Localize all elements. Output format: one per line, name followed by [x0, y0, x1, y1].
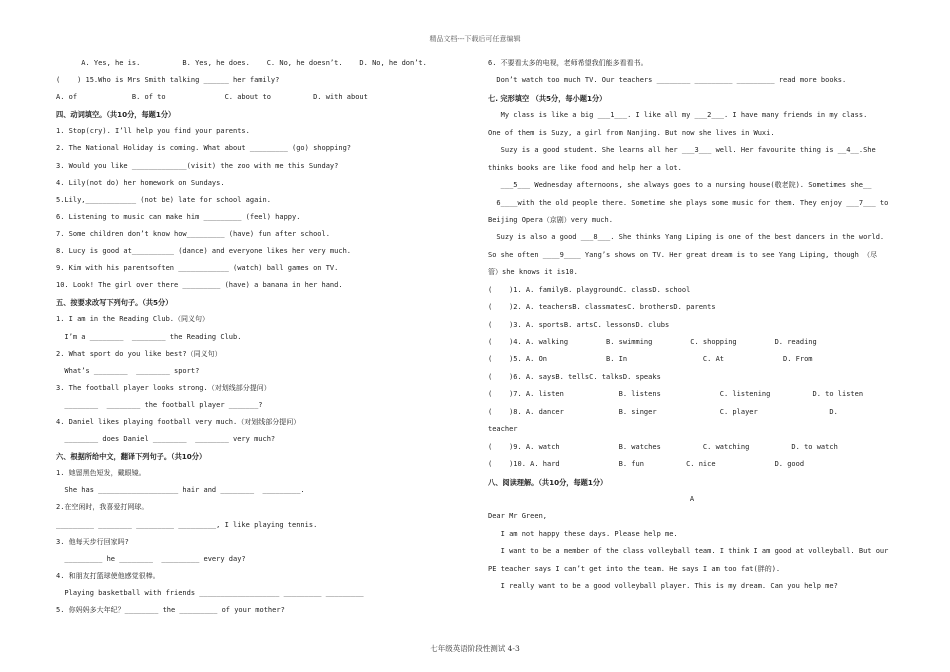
text-line: ( )1. A. familyB. playgroundC. classD. school — [488, 285, 691, 294]
text-line: 2. The National Holiday is coming. What about _________ (go) shopping? — [56, 144, 352, 153]
text-line: teacher — [488, 425, 518, 434]
text-line: 4. Lily(not do) her homework on Sundays. — [56, 178, 225, 187]
text-line: I want to be a member of the class volleyball team. I think I am good at volleyball. But our — [488, 547, 889, 556]
text-line: A. of B. of to C. about to D. with about — [56, 93, 368, 102]
text-line: 10. Look! The girl over there _________ (have) a banana in her hand. — [56, 281, 343, 290]
text-line: 1. I am in the Reading Club.（同义句） — [56, 315, 210, 324]
text-line: ( )2. A. teachersB. classmatesC. brothersD. parents — [488, 303, 716, 312]
text-line: PE teacher says I can’t get into the team. He says I am too fat(胖的). — [488, 564, 781, 573]
text-line: Dear Mr Green, — [488, 512, 548, 521]
page-header: 精品文档---下载后可任意编辑 — [429, 35, 521, 43]
text-line: Don’t watch too much TV. Our teachers ________ _________ _________ read more books. — [488, 76, 847, 85]
text-line: Playing basketball with friends ___________________ _________ _________ — [56, 588, 364, 597]
text-line: 五、按要求改写下列句子。（共5分） — [56, 298, 173, 308]
text-line: 3. Would you like _____________(visit) the zoo with me this Sunday? — [56, 161, 339, 170]
text-line: 八、阅读理解。（共10分，每题1分） — [488, 477, 608, 487]
text-line: 6____with the old people there. Sometime she plays some music for them. They enjoy ___7___ to — [488, 198, 889, 207]
text-line: I am not happy these days. Please help me. — [488, 529, 678, 538]
text-line: ( )7. A. listen B. listens C. listening D. to listen — [488, 390, 864, 399]
text-line: 七. 完形填空 （共5分，每小题1分） — [488, 93, 607, 103]
text-line: 9. Kim with his parentsoften ____________ (watch) ball games on TV. — [56, 264, 339, 273]
text-line: _________ ________ _________ _________, I like playing tennis. — [56, 520, 318, 529]
text-line: 六、根据所给中文，翻译下列句子。（共10分） — [56, 452, 207, 462]
text-line: Suzy is a good student. She learns all her ___3___ well. Her favourite thing is __4__.She — [488, 146, 876, 155]
text-line: So she often ____9____ Yang’s shows on TV. Her great dream is to see Yang Liping, though （尽 — [488, 250, 878, 259]
text-line: 2.在空闲时，我喜爱打网球。 — [56, 503, 149, 512]
text-line: 5.Lily,____________ (not be) late for school again. — [56, 195, 271, 204]
text-line: _________ he ________ _________ every day? — [56, 554, 246, 563]
text-line: ( ) 15.Who is Mrs Smith talking ______ her family? — [56, 76, 280, 85]
text-line: I really want to be a good volleyball player. This is my dream. Can you help me? — [488, 582, 838, 591]
text-line: ___5___ Wednesday afternoons, she always goes to a nursing house(敬老院). Sometimes she__ — [488, 181, 872, 190]
text-line: 8. Lucy is good at__________ (dance) and everyone likes her very much. — [56, 247, 352, 256]
text-line: ( )8. A. dancer B. singer C. player D. — [488, 407, 838, 416]
text-line: 6. Listening to music can make him _________ (feel) happy. — [56, 212, 301, 221]
text-line: 4. 和朋友打篮球使他感觉很棒。 — [56, 571, 160, 580]
text-line: Suzy is also a good ___8___. She thinks Yang Liping is one of the best dancers in the world. — [488, 233, 885, 242]
right-column — [488, 58, 896, 599]
text-line: 4. Daniel likes playing football very much.（对划线部分提问） — [56, 417, 301, 426]
text-line: I’m a ________ ________ the Reading Club. — [56, 332, 242, 341]
text-line: ________ ________ the football player _______? — [56, 400, 263, 409]
text-line: 3. The football player looks strong.（对划线部分提问） — [56, 383, 271, 392]
text-line: 四、动词填空。（共10分，每题1分） — [56, 110, 176, 120]
text-line: 管）she knows it is10. — [488, 268, 578, 277]
text-line: She has ___________________ hair and ________ _________. — [56, 486, 305, 495]
text-line: ( )10. A. hard B. fun C. nice D. good — [488, 460, 805, 469]
text-line: ( )6. A. saysB. tellsC. talksD. speaks — [488, 372, 661, 381]
text-line: ( )3. A. sportsB. artsC. lessonsD. clubs — [488, 320, 670, 329]
text-line: 1. Stop(cry). I’ll help you find your parents. — [56, 127, 250, 136]
text-line: ( )9. A. watch B. watches C. watching D. to watch — [488, 442, 838, 451]
text-line: ( )5. A. On B. In C. At D. From — [488, 355, 813, 364]
text-line: 7. Some children don’t know how_________ (have) fun after school. — [56, 229, 330, 238]
text-line: My class is like a big ___1___. I like all my ___2___. I have many friends in my class. — [488, 111, 868, 120]
left-column — [56, 58, 466, 622]
text-line: thinks books are like food and help her a lot. — [488, 163, 682, 172]
page-footer: 七年级英语阶段性测试 4-3 — [430, 644, 520, 653]
text-line: 5. 你妈妈多大年纪？________ the _________ of your mother? — [56, 606, 285, 614]
text-line: ( )4. A. walking B. swimming C. shopping D. reading — [488, 338, 817, 346]
text-line: A — [689, 494, 695, 503]
text-line: Beijing Opera（京剧）very much. — [488, 215, 613, 224]
text-line: 2. What sport do you like best?（同义句） — [56, 349, 222, 358]
text-line: One of them is Suzy, a girl from Nanjing. But now she lives in Wuxi. — [488, 128, 775, 137]
text-line: What’s ________ ________ sport? — [56, 366, 200, 375]
text-line: ________ does Daniel ________ ________ very much? — [56, 435, 276, 444]
text-line: A. Yes, he is. B. Yes, he does. C. No, he doesn’t. D. No, he don’t. — [56, 59, 427, 67]
text-line: 3. 他每天步行回家吗? — [56, 537, 129, 546]
text-line: 1. 她留黑色短发，戴眼镜。 — [56, 469, 146, 478]
text-line: 6. 不要看太多的电视，老师希望我们能多看看书。 — [488, 59, 648, 67]
